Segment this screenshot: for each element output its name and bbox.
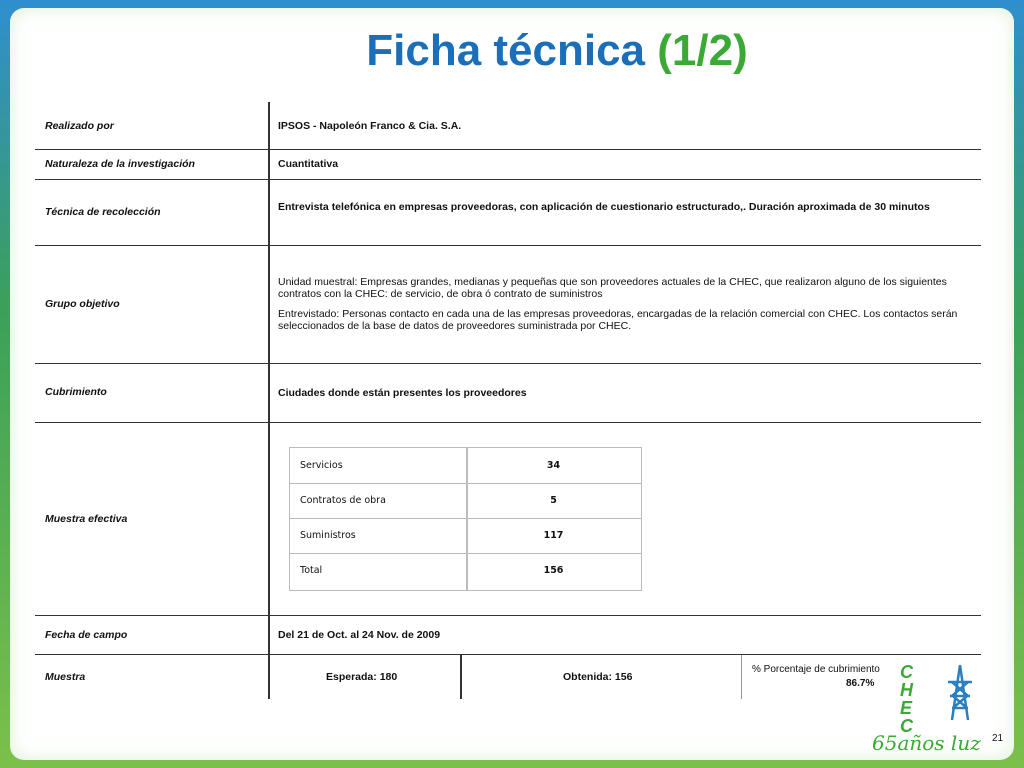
grupo-unidad-muestral: Unidad muestral: Empresas grandes, medianas y pequeñas que son proveedores actuales de la CHEC, que realizaron alguno de los siguientes contratos con la CHEC: de servicio, de obra ó contrato de suministros xyxy=(278,276,947,300)
logo-tagline: 65años luz xyxy=(872,731,981,755)
row-fecha xyxy=(35,616,981,655)
row-value: 5 xyxy=(550,495,557,506)
muestra-efectiva-table xyxy=(289,447,642,591)
grupo-entrevistado: Entrevistado: Personas contacto en cada una de las empresas proveedoras, encargadas de la relación comercial con CHEC. Los contactos serán seleccionados de la base de datos de proveedores suministrada por CHEC. xyxy=(278,308,958,332)
row-naturaleza xyxy=(35,150,981,180)
label-naturaleza: Naturaleza de la investigación xyxy=(45,158,195,170)
svg-text:E: E xyxy=(900,698,913,718)
row-value: 156 xyxy=(543,565,564,576)
value-realizado: IPSOS - Napoleón Franco & Cia. S.A. xyxy=(278,120,462,132)
value-grupo xyxy=(278,276,958,340)
label-fecha: Fecha de campo xyxy=(45,629,128,641)
svg-text:C: C xyxy=(900,662,913,682)
muestra-divider-1 xyxy=(460,655,462,699)
row-realizado xyxy=(35,102,981,150)
row-value: 34 xyxy=(546,460,561,471)
value-esperada: Esperada: 180 xyxy=(326,671,398,683)
row-tecnica xyxy=(35,180,981,246)
svg-text:H: H xyxy=(900,680,913,700)
row-muestra xyxy=(35,655,981,699)
svg-text:C: C xyxy=(900,716,913,736)
table-row xyxy=(290,518,641,554)
table-row xyxy=(290,553,641,588)
row-value: 117 xyxy=(543,530,564,541)
value-naturaleza: Cuantitativa xyxy=(278,158,339,170)
table-row xyxy=(290,448,641,484)
slide-title xyxy=(0,26,1024,76)
title-part: (1/2) xyxy=(657,26,748,75)
label-tecnica: Técnica de recolección xyxy=(45,206,161,218)
value-cubrimiento: Ciudades donde están presentes los proveedores xyxy=(278,387,527,399)
row-grupo xyxy=(35,246,981,364)
value-obtenida: Obtenida: 156 xyxy=(563,671,633,683)
page-number: 21 xyxy=(992,733,1004,744)
chec-letters xyxy=(900,662,914,736)
chec-logo xyxy=(860,660,1010,760)
row-cubrimiento xyxy=(35,364,981,423)
muestra-divider-2 xyxy=(741,655,742,699)
value-tecnica: Entrevista telefónica en empresas proveedoras, con aplicación de cuestionario estructurado,. Duración aproximada de 30 minutos xyxy=(278,201,930,213)
label-muestra-efectiva: Muestra efectiva xyxy=(45,513,128,525)
label-realizado: Realizado por xyxy=(45,120,114,132)
row-category: Total xyxy=(300,565,323,576)
title-main: Ficha técnica xyxy=(366,26,646,75)
table-row xyxy=(290,483,641,519)
coverage-label: % Porcentaje de cubrimiento xyxy=(752,664,880,675)
label-muestra: Muestra xyxy=(45,671,86,683)
label-cubrimiento: Cubrimiento xyxy=(45,386,107,398)
row-category: Servicios xyxy=(300,460,343,471)
coverage-value: 86.7% xyxy=(846,678,875,689)
row-category: Contratos de obra xyxy=(300,495,386,506)
label-grupo: Grupo objetivo xyxy=(45,298,120,310)
tower-icon xyxy=(948,665,972,720)
row-category: Suministros xyxy=(300,530,356,541)
value-fecha: Del 21 de Oct. al 24 Nov. de 2009 xyxy=(278,629,441,641)
